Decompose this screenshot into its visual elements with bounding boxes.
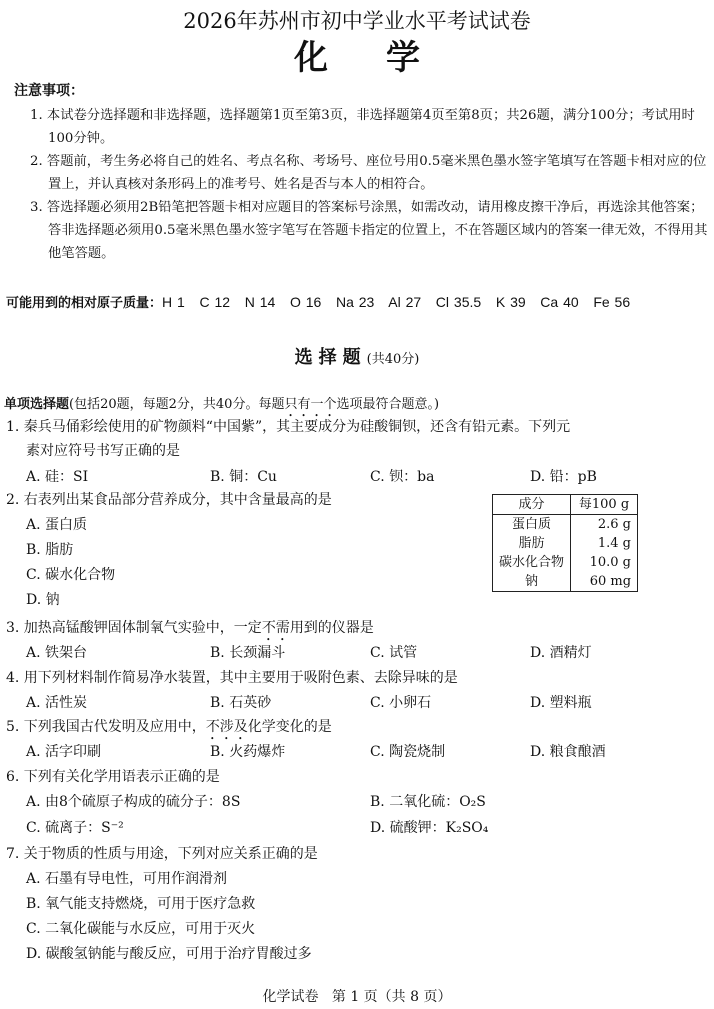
- nutrition-table-header: [493, 495, 638, 515]
- q4-option-a: A. 活性炭: [26, 695, 88, 711]
- page-footer: 化学试卷 第 1 页（共 8 页）: [262, 989, 452, 1005]
- nutrition-name: 碳水化合物: [493, 553, 571, 572]
- q3-stem-emphasis: 不需: [261, 620, 290, 636]
- q3-option-a: A. 铁架台: [26, 645, 88, 661]
- q5-option-c: C. 陶瓷烧制: [370, 744, 446, 760]
- q4-option-c: C. 小卵石: [370, 695, 432, 711]
- q1-option-b: B. 铜：Cu: [210, 469, 277, 485]
- nutrition-name: 蛋白质: [493, 515, 571, 535]
- q2-option-a: A. 蛋白质: [26, 517, 88, 533]
- notice-heading: 注意事项：: [14, 83, 84, 99]
- q1-stem-line2: 素对应符号书写正确的是: [26, 443, 180, 459]
- notice-item-2: 2. 答题前，考生务必将自己的姓名、考点名称、考场号、座位号用0.5毫米黑色墨水签字笔填写在答题卡相对应的位置上，并认真核对条形码上的准考号、姓名是否与本人的相符合。: [30, 154, 707, 192]
- notice-item-3: 3. 答选择题必须用2B铅笔把答题卡相对应题目的答案标号涂黑，如需改动，请用橡皮擦干净后，再选涂其他答案；答非选择题必须用0.5毫米黑色墨水签字笔写在答题卡指定的位置上，不在答题区域内的答案一律无效，不得用其他笔答题。: [30, 200, 708, 261]
- q3-option-c: C. 试管: [370, 645, 418, 661]
- q1-option-a: A. 硅：SI: [26, 469, 89, 485]
- instructions-label: 单项选择题: [4, 397, 70, 412]
- q2-option-c: C. 碳水化合物: [26, 567, 116, 583]
- q5-stem-before: 5. 下列我国古代发明及应用中，: [6, 719, 206, 735]
- q5-option-b: B. 火药爆炸: [210, 744, 286, 760]
- instructions-emphasis: 只有一个: [284, 397, 337, 412]
- q5-stem-after: 化学变化的是: [247, 719, 332, 735]
- q2-option-d: D. 钠: [26, 592, 60, 608]
- nutrition-value: 10.0 g: [571, 553, 638, 572]
- q7-stem: 7. 关于物质的性质与用途，下列对应关系正确的是: [6, 846, 318, 862]
- section-title: 选择题: [294, 347, 367, 368]
- q6-option-d: D. 硫酸钾：K₂SO₄: [370, 820, 489, 836]
- q5-option-a: A. 活字印刷: [26, 744, 102, 760]
- q7-option-c: C. 二氧化碳能与水反应，可用于灭火: [26, 921, 256, 937]
- nutrition-value: 1.4 g: [571, 534, 638, 553]
- q4-option-d: D. 塑料瓶: [530, 695, 592, 711]
- exam-title: 2026年苏州市初中学业水平考试试卷: [183, 9, 531, 33]
- q7-option-a: A. 石墨有导电性，可用作润滑剂: [26, 871, 228, 887]
- section-subtitle: (共40分): [366, 352, 420, 367]
- atomic-mass-values: H 1 C 12 N 14 O 16 Na 23 Al 27 Cl 35.5 K 39 Ca 40 Fe 56: [162, 294, 631, 310]
- subject-title: 化学: [294, 38, 478, 78]
- q6-option-b: B. 二氧化硫：O₂S: [370, 794, 486, 810]
- nutrition-value: 2.6 g: [571, 515, 638, 535]
- nutrition-row: [493, 553, 638, 572]
- q7-option-b: B. 氧气能支持燃烧，可用于医疗急救: [26, 896, 256, 912]
- q3-stem: [6, 617, 374, 644]
- q4-stem: 4. 用下列材料制作简易净水装置，其中主要用于吸附色素、去除异味的是: [6, 670, 458, 686]
- atomic-mass-label: 可能用到的相对原子质量：: [6, 296, 163, 311]
- q3-stem-before: 3. 加热高锰酸钾固体制氧气实验中，一定: [6, 620, 262, 636]
- q6-stem: 6. 下列有关化学用语表示正确的是: [6, 769, 220, 785]
- nutrition-row: [493, 515, 638, 535]
- nutrition-row: [493, 534, 638, 553]
- q6-option-c: C. 硫离子：S⁻²: [26, 820, 124, 836]
- q7-option-d: D. 碳酸氢钠能与酸反应，可用于治疗胃酸过多: [26, 946, 312, 962]
- nutrition-header-component: 成分: [493, 495, 571, 515]
- q3-option-b: B. 长颈漏斗: [210, 645, 286, 661]
- notice-item-1: 1. 本试卷分选择题和非选择题，选择题第1页至第3页，非选择题第4页至第8页；共26题，满分100分；考试用时100分钟。: [30, 108, 695, 146]
- q2-stem: 2. 右表列出某食品部分营养成分，其中含量最高的是: [6, 492, 332, 508]
- nutrition-header-per100g: 每100 g: [571, 495, 638, 515]
- nutrition-name: 脂肪: [493, 534, 571, 553]
- q4-option-b: B. 石英砂: [210, 695, 272, 711]
- q1-option-c: C. 钡：ba: [370, 469, 435, 485]
- atomic-mass-line: [6, 292, 630, 311]
- nutrition-row: [493, 572, 638, 592]
- q3-stem-after: 用到的仪器是: [289, 620, 374, 636]
- nutrition-name: 钠: [493, 572, 571, 592]
- q5-option-d: D. 粮食酿酒: [530, 744, 606, 760]
- nutrition-value: 60 mg: [571, 572, 638, 592]
- section-heading: [0, 343, 714, 369]
- q3-option-d: D. 酒精灯: [530, 645, 592, 661]
- instructions-after: 选项最符合题意。): [336, 397, 440, 412]
- q5-stem-emphasis: 不涉及: [205, 719, 248, 735]
- instructions-before: (包括20题，每题2分，共40分。每题: [69, 397, 285, 412]
- q1-option-d: D. 铅：pB: [530, 469, 597, 485]
- q2-option-b: B. 脂肪: [26, 542, 74, 558]
- q6-option-a: A. 由8个硫原子构成的硫分子：8S: [26, 794, 241, 810]
- nutrition-table: [492, 494, 638, 592]
- q5-stem: [6, 716, 332, 743]
- q1-stem-line1: 1. 秦兵马俑彩绘使用的矿物颜料“中国紫”，其主要成分为硅酸铜钡，还含有铅元素。下列元: [6, 419, 571, 435]
